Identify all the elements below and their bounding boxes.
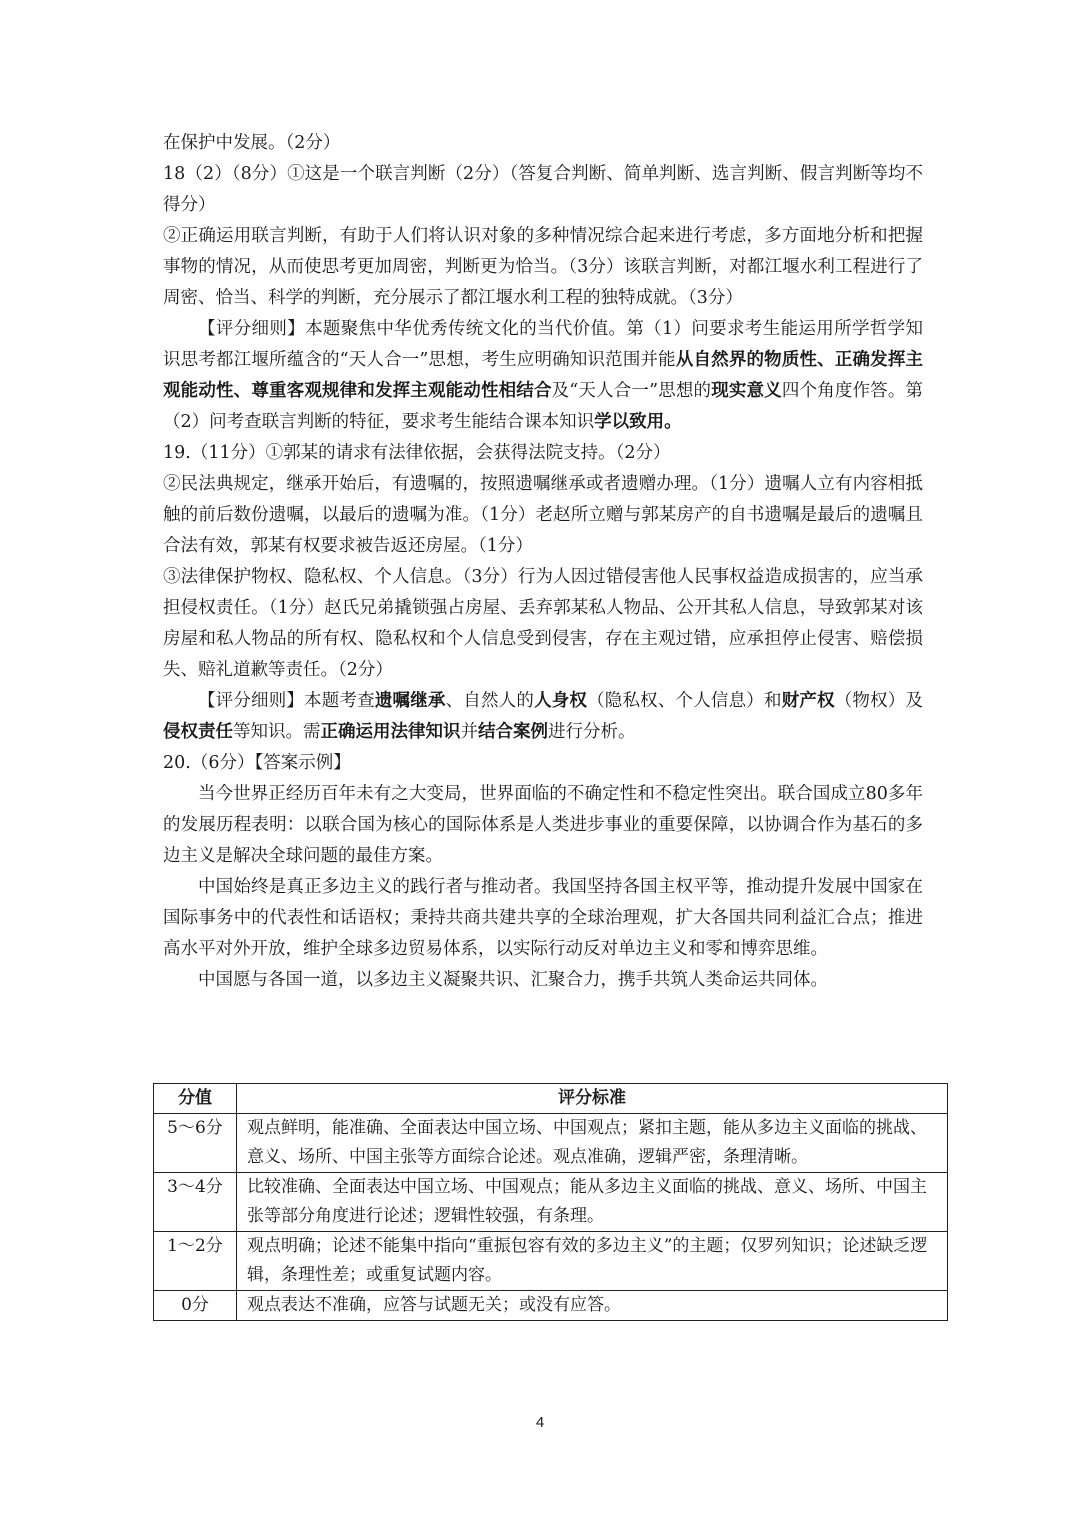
row-score: 3～4分 xyxy=(154,1173,237,1232)
table-row xyxy=(154,1173,948,1232)
q19-scoring-note: 【评分细则】本题考查遗嘱继承、自然人的人身权（隐私权、个人信息）和财产权（物权）及侵权责任等知识。需正确运用法律知识并结合案例进行分析。 xyxy=(163,691,923,742)
q18-2-part1: 18（2）（8分）①这是一个联言判断（2分）（答复合判断、简单判断、选言判断、假言判断等均不得分） xyxy=(163,164,923,215)
table-row xyxy=(154,1232,948,1291)
row-score: 1～2分 xyxy=(154,1232,237,1291)
page-number: 4 xyxy=(535,1414,545,1431)
q18-2-part2: ②正确运用联言判断，有助于人们将认识对象的多种情况综合起来进行考虑，多方面地分析和把握事物的情况，从而使思考更加周密，判断更为恰当。（3分）该联言判断，对都江堰水利工程进行了周密、恰当、科学的判断，充分展示了都江堰水利工程的独特成就。（3分） xyxy=(163,226,923,308)
row-criteria: 观点明确；论述不能集中指向“重振包容有效的多边主义”的主题；仅罗列知识；论述缺乏逻辑，条理性差；或重复试题内容。 xyxy=(237,1232,948,1291)
q20-paragraph-1: 当今世界正经历百年未有之大变局，世界面临的不确定性和不稳定性突出。联合国成立80多年的发展历程表明：以联合国为核心的国际体系是人类进步事业的重要保障，以协调合作为基石的多边主义是解决全球问题的最佳方案。 xyxy=(163,784,923,866)
q20-heading: 20.（6分）【答案示例】 xyxy=(163,753,351,773)
row-criteria: 观点表达不准确，应答与试题无关；或没有应答。 xyxy=(237,1291,948,1321)
header-score: 分值 xyxy=(154,1084,237,1114)
q20-paragraph-2: 中国始终是真正多边主义的践行者与推动者。我国坚持各国主权平等，推动提升发展中国家在国际事务中的代表性和话语权；秉持共商共建共享的全球治理观，扩大各国共同利益汇合点；推进高水平对外开放，维护全球多边贸易体系，以实际行动反对单边主义和零和博弈思维。 xyxy=(163,877,923,959)
row-score: 0分 xyxy=(154,1291,237,1321)
q19-part3: ③法律保护物权、隐私权、个人信息。（3分）行为人因过错侵害他人民事权益造成损害的，应当承担侵权责任。（1分）赵氏兄弟撬锁强占房屋、丢弃郭某私人物品、公开其私人信息，导致郭某对该房屋和私人物品的所有权、隐私权和个人信息受到侵害，存在主观过错，应承担停止侵害、赔偿损失、赔礼道歉等责任。（2分） xyxy=(163,567,923,680)
table-header-row xyxy=(154,1084,948,1114)
line-protection: 在保护中发展。（2分） xyxy=(163,133,341,153)
row-criteria: 比较准确、全面表达中国立场、中国观点；能从多边主义面临的挑战、意义、场所、中国主张等部分角度进行论述；逻辑性较强，有条理。 xyxy=(237,1173,948,1232)
q19-part2: ②民法典规定，继承开始后，有遗嘱的，按照遗嘱继承或者遗赠办理。（1分）遗嘱人立有内容相抵触的前后数份遗嘱，以最后的遗嘱为准。（1分）老赵所立赠与郭某房产的自书遗嘱是最后的遗嘱且合法有效，郭某有权要求被告返还房屋。（1分） xyxy=(163,474,923,556)
q18-scoring-note: 【评分细则】本题聚焦中华优秀传统文化的当代价值。第（1）问要求考生能运用所学哲学知识思考都江堰所蕴含的“天人合一”思想，考生应明确知识范围并能从自然界的物质性、正确发挥主观能动性、尊重客观规律和发挥主观能动性相结合及“天人合一”思想的现实意义四个角度作答。第（2）问考查联言判断的特征，要求考生能结合课本知识学以致用。 xyxy=(163,319,924,432)
row-criteria: 观点鲜明，能准确、全面表达中国立场、中国观点；紧扣主题，能从多边主义面临的挑战、意义、场所、中国主张等方面综合论述。观点准确，逻辑严密，条理清晰。 xyxy=(237,1114,948,1173)
scoring-table xyxy=(153,1083,948,1321)
answer-content xyxy=(163,128,923,996)
row-score: 5～6分 xyxy=(154,1114,237,1173)
q19-part1: 19.（11分）①郭某的请求有法律依据，会获得法院支持。（2分） xyxy=(163,443,671,463)
header-criteria: 评分标准 xyxy=(237,1084,948,1114)
table-row xyxy=(154,1114,948,1173)
table-row xyxy=(154,1291,948,1321)
q20-paragraph-3: 中国愿与各国一道，以多边主义凝聚共识、汇聚合力，携手共筑人类命运共同体。 xyxy=(198,970,828,990)
